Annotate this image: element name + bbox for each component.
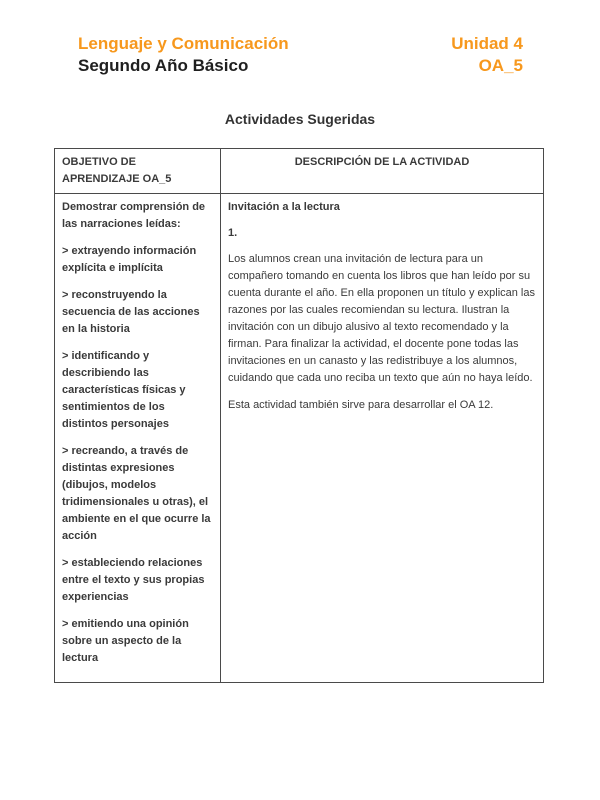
objective-column-header-text: OBJETIVO DE APRENDIZAJE OA_5 xyxy=(62,156,172,185)
objective-bullet: > identificando y describiendo las características físicas y sentimientos de los distintos personajes xyxy=(62,350,186,430)
objective-cell xyxy=(55,194,221,683)
objective-bullet: > extrayendo información explícita e implícita xyxy=(62,245,197,274)
activity-description: Los alumnos crean una invitación de lectura para un compañero tomando en cuenta los libros que han leído por su cuenta durante el año. En ella proponen un título y explican las razones por las cuales recomiendan su lectura. Ilustran la invitación con un dibujo alusivo al texto recomendado y la firman. Para finalizar la actividad, el docente pone todas las invitaciones en un canasto y las redistribuye a los alumnos, cuidando que cada uno reciba un texto que aún no haya leído. xyxy=(228,253,535,384)
page-title: Actividades Sugeridas xyxy=(224,111,376,127)
objective-intro: Demostrar comprensión de las narraciones leídas: xyxy=(62,201,206,230)
objective-column-header xyxy=(55,149,221,194)
header-right xyxy=(451,33,523,77)
grade-title: Segundo Año Básico xyxy=(78,56,249,75)
activities-table xyxy=(54,148,544,683)
description-column-header: DESCRIPCIÓN DE LA ACTIVIDAD xyxy=(221,149,544,194)
activity-note: Esta actividad también sirve para desarrollar el OA 12. xyxy=(228,399,494,411)
header-left xyxy=(78,33,289,77)
activity-number: 1. xyxy=(228,227,238,239)
activity-cell xyxy=(221,194,544,683)
activity-title: Invitación a la lectura xyxy=(228,201,340,213)
oa-code-label: OA_5 xyxy=(478,56,523,75)
objective-bullet: > reconstruyendo la secuencia de las acciones en la historia xyxy=(62,289,200,335)
unit-label: Unidad 4 xyxy=(451,34,523,53)
objective-bullet: > estableciendo relaciones entre el texto y sus propias experiencias xyxy=(62,557,205,603)
subject-title: Lenguaje y Comunicación xyxy=(78,34,289,53)
table-header-row xyxy=(55,149,544,194)
table-body-row xyxy=(55,194,544,683)
objective-bullet: > emitiendo una opinión sobre un aspecto de la lectura xyxy=(62,618,189,664)
objective-bullet: > recreando, a través de distintas expresiones (dibujos, modelos tridimensionales u otras), el ambiente en el que ocurre la acción xyxy=(62,445,211,542)
